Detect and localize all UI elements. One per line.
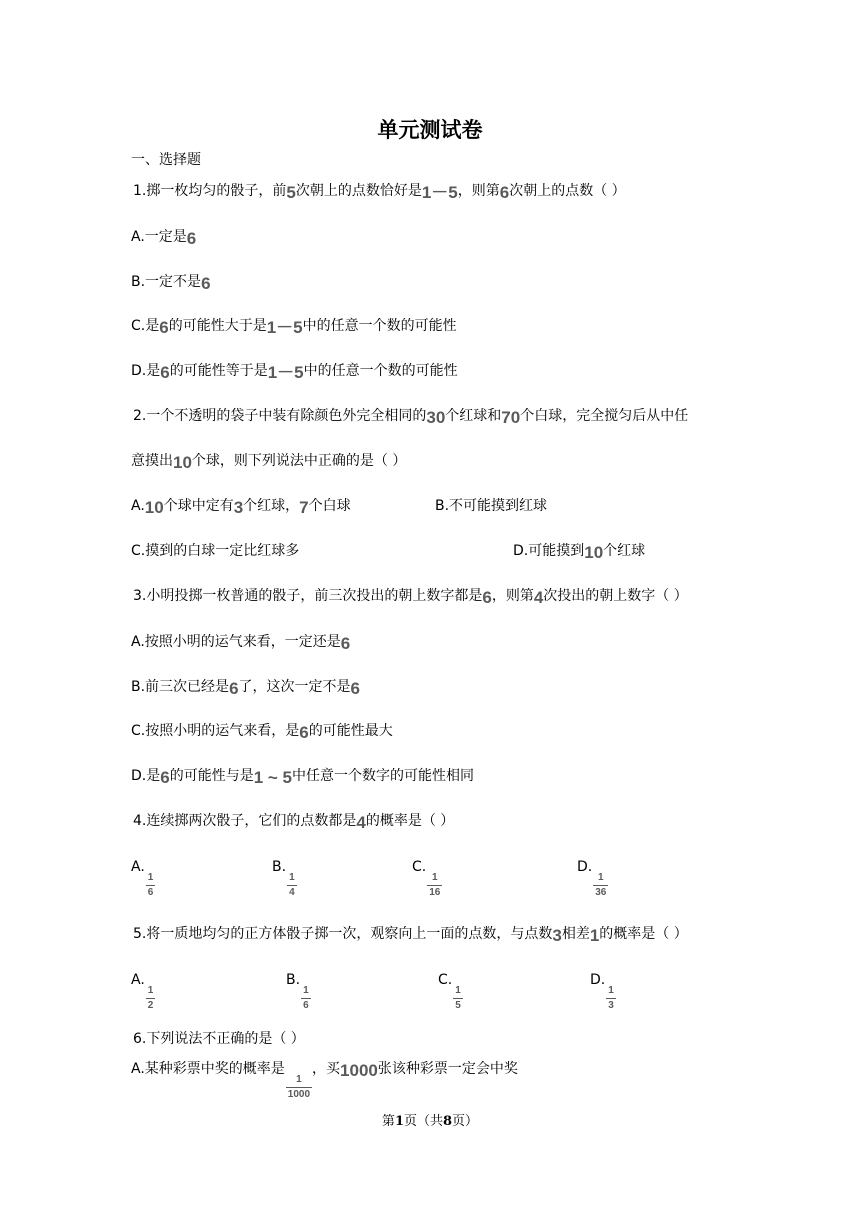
option-label: C. [438, 972, 453, 988]
q4-text: 的概率是（ ） [365, 813, 455, 829]
q1-option-b[interactable] [131, 272, 211, 294]
option-text: D.是 [131, 363, 161, 379]
fraction-numerator: 1 [455, 985, 461, 996]
option-label: A. [131, 859, 145, 875]
fraction-denominator: 6 [147, 887, 154, 898]
option-text: A.一定是 [131, 229, 187, 245]
math-range: 1 ~ 5 [253, 768, 292, 787]
section-heading: 一、选择题 [131, 152, 201, 168]
q2-text: 个红球和 [445, 408, 502, 424]
question-6: 6.下列说法不正确的是（ ） [133, 1031, 305, 1047]
option-text: 了，这次一定不是 [238, 679, 351, 695]
question-2 [133, 406, 688, 428]
q1-text: ，则第 [457, 183, 500, 199]
fraction-numerator: 1 [296, 1074, 302, 1085]
fraction-denominator: 16 [429, 887, 441, 898]
math-range: 1－5 [266, 318, 303, 337]
q5-option-a[interactable] [131, 970, 155, 1012]
option-text: 的可能性与是 [169, 768, 254, 784]
option-label: B. [286, 972, 301, 988]
fraction-numerator: 1 [608, 985, 614, 996]
option-text: A. [131, 498, 145, 514]
fraction [593, 872, 608, 899]
option-text: 个红球 [603, 543, 646, 559]
q2-option-c[interactable]: C.摸到的白球一定比红球多 [131, 543, 300, 559]
q2-option-a[interactable] [131, 496, 351, 518]
option-text: 个白球 [308, 498, 351, 514]
fraction-bar [301, 998, 311, 999]
q4-option-b[interactable] [272, 857, 297, 899]
fraction [606, 985, 616, 1012]
q3-text: ，则第 [491, 588, 534, 604]
q4-option-a[interactable] [131, 857, 155, 899]
q2-text: 个白球，完全搅匀后从中任 [520, 408, 689, 424]
q4-option-c[interactable] [412, 857, 442, 899]
q3-option-b[interactable] [131, 677, 360, 699]
math-number: 6 [160, 768, 170, 787]
fraction-denominator: 3 [608, 1000, 614, 1011]
option-text: C.是 [131, 318, 160, 334]
fraction [287, 872, 297, 899]
q1-text: 1.掷一枚均匀的骰子，前 [133, 183, 287, 199]
fraction-bar [146, 998, 156, 999]
q1-text: 次朝上的点数（ ） [509, 183, 626, 199]
math-number: 6 [160, 363, 170, 382]
option-text: D.可能摸到 [513, 543, 585, 559]
page-footer [0, 1110, 860, 1129]
math-number: 7 [299, 498, 309, 517]
math-number: 6 [482, 588, 492, 607]
math-number: 10 [584, 543, 604, 562]
math-number: 6 [229, 679, 239, 698]
math-number: 6 [159, 318, 169, 337]
q5-option-d[interactable] [590, 970, 616, 1012]
option-text: 的可能性最大 [308, 723, 393, 739]
fraction-denominator: 1000 [287, 1089, 311, 1100]
fraction-denominator: 4 [289, 887, 295, 898]
q2-option-b[interactable]: B.不可能摸到红球 [435, 498, 548, 514]
option-text: 个球中定有 [163, 498, 234, 514]
q4-option-d[interactable] [577, 857, 608, 899]
question-3 [133, 586, 688, 608]
math-range: 1－5 [421, 183, 458, 202]
option-label: D. [577, 859, 593, 875]
math-number: 1000 [340, 1061, 378, 1080]
q3-option-d[interactable] [131, 766, 474, 788]
page-number: 1 [394, 1114, 404, 1129]
q5-option-c[interactable] [438, 970, 463, 1012]
fraction-bar [606, 998, 616, 999]
math-number: 10 [173, 453, 192, 472]
fraction-numerator: 1 [147, 872, 154, 883]
fraction-bar [287, 885, 297, 886]
fraction-bar [286, 1087, 312, 1088]
fraction-numerator: 1 [432, 872, 438, 883]
q1-text: 次朝上的点数恰好是 [295, 183, 422, 199]
q1-option-c[interactable] [131, 316, 457, 338]
question-2-continued [131, 451, 406, 473]
math-number: 4 [533, 588, 544, 607]
option-label: B. [272, 859, 287, 875]
fraction-bar [146, 885, 156, 886]
math-number: 3 [233, 498, 244, 517]
q3-text: 次投出的朝上数字（ ） [543, 588, 688, 604]
math-number: 6 [350, 679, 360, 698]
fraction-denominator: 6 [303, 1000, 309, 1011]
q5-text: 的概率是（ ） [599, 926, 688, 942]
math-number: 3 [552, 926, 562, 945]
option-text: B.前三次已经是 [131, 679, 230, 695]
option-text: 的可能性等于是 [169, 363, 268, 379]
q6-option-a[interactable] [131, 1059, 518, 1101]
footer-text: 页（共 [403, 1114, 443, 1129]
math-range: 1－5 [267, 363, 304, 382]
q3-option-c[interactable] [131, 721, 393, 743]
question-4 [133, 811, 454, 833]
option-text: A.按照小明的运气来看，一定还是 [131, 634, 341, 650]
question-1 [133, 181, 626, 203]
fraction-numerator: 1 [598, 872, 604, 883]
fraction-bar [593, 885, 608, 886]
page-title: 单元测试卷 [377, 117, 483, 142]
math-number: 30 [426, 408, 446, 427]
fraction-numerator: 1 [147, 985, 154, 996]
fraction [146, 872, 156, 899]
math-number: 6 [499, 183, 510, 202]
footer-text: 页） [452, 1114, 479, 1129]
q3-option-a[interactable] [131, 632, 350, 654]
math-number: 6 [340, 634, 351, 653]
math-number: 6 [186, 229, 197, 248]
option-text: A.某种彩票中奖的概率是 [131, 1061, 285, 1077]
fraction [453, 985, 463, 1012]
fraction [427, 872, 442, 899]
math-number: 10 [144, 498, 164, 517]
option-label: A. [131, 972, 145, 988]
fraction [286, 1074, 312, 1101]
option-text: 中的任意一个数的可能性 [303, 363, 458, 379]
q1-option-a[interactable] [131, 227, 196, 249]
option-text: 个红球， [243, 498, 300, 514]
q2-option-d[interactable] [513, 541, 645, 563]
math-number: 70 [501, 408, 521, 427]
math-number: 5 [286, 183, 296, 202]
q1-option-d[interactable] [131, 361, 458, 383]
total-pages: 8 [443, 1114, 453, 1129]
q5-option-b[interactable] [286, 970, 311, 1012]
fraction-denominator: 2 [147, 1000, 154, 1011]
q5-text: 5.将一质地均匀的正方体骰子掷一次，观察向上一面的点数，与点数 [133, 926, 553, 942]
option-text: 中的任意一个数的可能性 [302, 318, 457, 334]
footer-text: 第 [381, 1114, 395, 1129]
math-number: 4 [356, 813, 366, 832]
question-5 [133, 924, 688, 946]
q3-text: 3.小明投掷一枚普通的骰子，前三次投出的朝上数字都是 [133, 588, 483, 604]
q5-text: 相差 [561, 926, 590, 942]
fraction [301, 985, 311, 1012]
fraction-bar [453, 998, 463, 999]
fraction-denominator: 5 [455, 1000, 461, 1011]
option-text: B.一定不是 [131, 274, 202, 290]
option-text: 的可能性大于是 [168, 318, 267, 334]
q4-text: 4.连续掷两次骰子，它们的点数都是 [133, 813, 357, 829]
option-text: ，买 [312, 1061, 341, 1077]
option-label: C. [412, 859, 427, 875]
fraction [146, 985, 156, 1012]
q2-text: 个球，则下列说法中正确的是（ ） [191, 453, 407, 469]
option-text: D.是 [131, 768, 161, 784]
fraction-numerator: 1 [303, 985, 309, 996]
fraction-numerator: 1 [289, 872, 295, 883]
fraction-denominator: 36 [595, 887, 607, 898]
option-text: C.按照小明的运气来看，是 [131, 723, 300, 739]
math-number: 6 [201, 274, 211, 293]
option-label: D. [590, 972, 606, 988]
option-text: 张该种彩票一定会中奖 [377, 1061, 518, 1077]
math-number: 1 [589, 926, 600, 945]
option-text: 中任意一个数字的可能性相同 [292, 768, 474, 784]
math-number: 6 [299, 723, 309, 742]
fraction-bar [427, 885, 442, 886]
q2-text: 2.一个不透明的袋子中装有除颜色外完全相同的 [133, 408, 427, 424]
q2-text: 意摸出 [131, 453, 173, 469]
